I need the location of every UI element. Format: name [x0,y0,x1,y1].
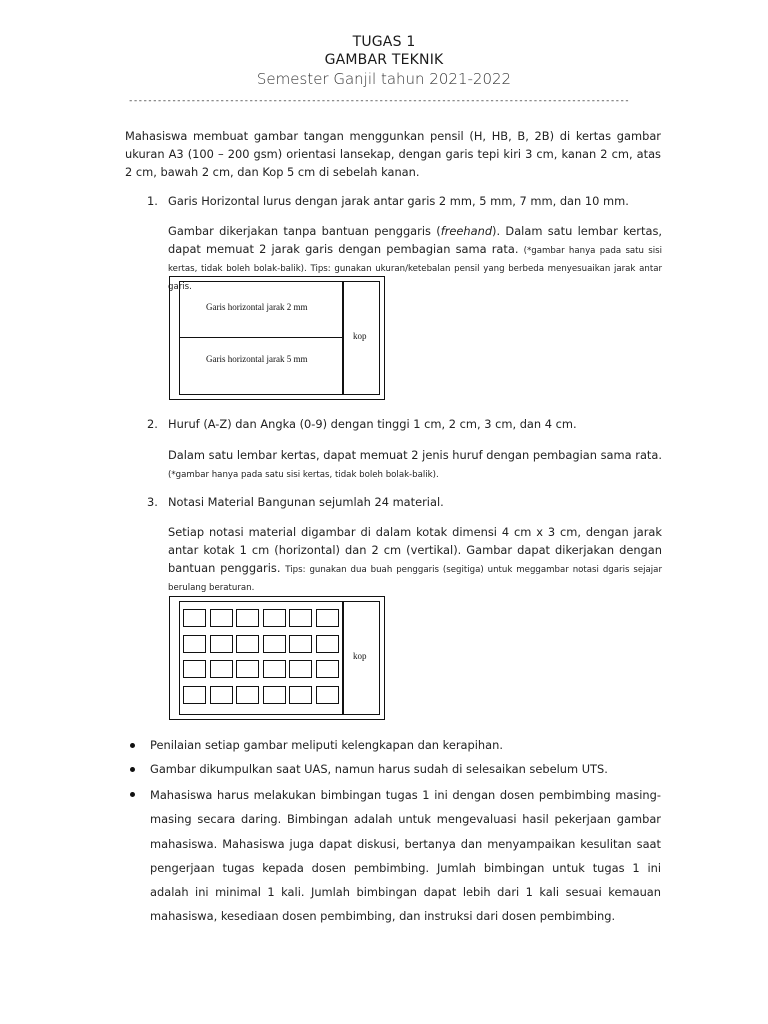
material-cell [183,660,206,678]
material-cell [316,635,339,653]
bullet-3: Mahasiswa harus melakukan bimbingan tugas 1 ini dengan dosen pembimbing masing-masing secara daring. Bimbingan adalah untuk mengevaluasi hasil pekerjaan gambar mahasiswa. Mahasiswa juga dapat diskusi, bertanya dan menyampaikan kesulitan saat pengerjaan tugas kepada dosen pembimbing. Jumlah bimbingan untuk tugas 1 ini adalah ini minimal 1 kali. Jumlah bimbingan dapat lebih dari 1 kali sesuai kemauan mahasiswa, kesediaan dosen pembimbing, dan instruksi dari dosen pembimbing. [150,788,661,924]
task-1-desc-post: ). Dalam satu lembar kertas, dapat memuat 2 jarak garis dengan pembagian sama rata. [168,224,662,256]
bullet-2: Gambar dikumpulkan saat UAS, namun harus sudah di selesaikan sebelum UTS. [150,762,608,776]
material-cell [289,660,312,678]
task-3-figure [169,596,385,720]
task-1-note: (*gambar hanya pada satu sisi kertas, tidak boleh bolak-balik). Tips: gunakan ukuran/ketebalan pensil yang berbeda menyesuaikan jarak antar garis. [168,246,663,292]
figure-3-kop-label: kop [353,651,367,661]
task-2-note: (*gambar hanya pada satu sisi kertas, tidak boleh bolak-balik). [168,470,439,480]
task-3-number: 3. [147,495,158,509]
material-cell [316,609,339,627]
material-cell [263,660,286,678]
task-2-desc: Dalam satu lembar kertas, dapat memuat 2 jenis huruf dengan pembagian sama rata. [168,448,662,462]
material-cell [289,635,312,653]
task-3-heading: Notasi Material Bangunan sejumlah 24 material. [168,495,444,509]
material-cell [183,635,206,653]
material-cell [236,635,259,653]
material-cell [316,660,339,678]
material-cell [236,660,259,678]
material-cell [183,609,206,627]
material-cell [263,686,286,704]
bullet-1: Penilaian setiap gambar meliputi kelengkapan dan kerapihan. [150,738,503,752]
title-course: GAMBAR TEKNIK [324,52,444,68]
task-1-heading: Garis Horizontal lurus dengan jarak antar garis 2 mm, 5 mm, 7 mm, dan 10 mm. [168,194,629,208]
material-cell [210,609,233,627]
task-2-heading: Huruf (A-Z) dan Angka (0-9) dengan tinggi 1 cm, 2 cm, 3 cm, dan 4 cm. [168,417,577,431]
material-cell [289,609,312,627]
figure-1-drawing-area [179,281,343,395]
figure-3-kop-area [343,601,380,715]
figure-1-kop-area [343,281,380,395]
figure-1-label-bottom: Garis horizontal jarak 5 mm [206,354,308,364]
task-3-description [168,523,662,595]
bullet-dot [130,767,135,772]
material-cell [236,686,259,704]
material-cell [183,686,206,704]
intro-paragraph: Mahasiswa membuat gambar tangan menggunkan pensil (H, HB, B, 2B) di kertas gambar ukuran A3 (100 – 200 gsm) orientasi lansekap, dengan garis tepi kiri 3 cm, kanan 2 cm, atas 2 cm, bawah 2 cm, dan Kop 5 cm di sebelah kanan. [125,129,661,179]
figure-1-kop-label: kop [353,331,367,341]
material-cell [210,635,233,653]
bullet-dot [130,792,135,797]
material-cell [263,609,286,627]
separator-line: -------------------------------------------------------------------------------------------------------- [128,96,630,106]
task-1-figure [169,276,385,400]
material-cell [316,686,339,704]
task-3-note: Tips: gunakan dua buah penggaris (segitiga) untuk meggambar notasi dgaris sejajar berulang beraturan. [168,565,662,593]
figure-1-label-top: Garis horizontal jarak 2 mm [206,302,308,312]
task-2-number: 2. [147,417,158,431]
figure-3-drawing-area [179,601,343,715]
task-1-desc-pre: Gambar dikerjakan tanpa bantuan penggaris ( [168,224,441,238]
material-cell [210,660,233,678]
bullet-dot [130,743,135,748]
material-cell [263,635,286,653]
title-block [0,33,768,89]
task-1-desc-italic: freehand [440,224,493,238]
task-1-number: 1. [147,194,158,208]
figure-1-divider [180,337,342,338]
material-cell [289,686,312,704]
task-3-desc: Setiap notasi material digambar di dalam kotak dimensi 4 cm x 3 cm, dengan jarak antar kotak 1 cm (horizontal) dan 2 cm (vertikal). Gambar dapat dikerjakan dengan bantuan penggaris. [168,525,662,575]
material-cell [236,609,259,627]
title-semester: Semester Ganjil tahun 2021-2022 [256,70,512,88]
material-cell [210,686,233,704]
task-2-description [168,446,662,482]
title-tugas: TUGAS 1 [352,34,416,50]
